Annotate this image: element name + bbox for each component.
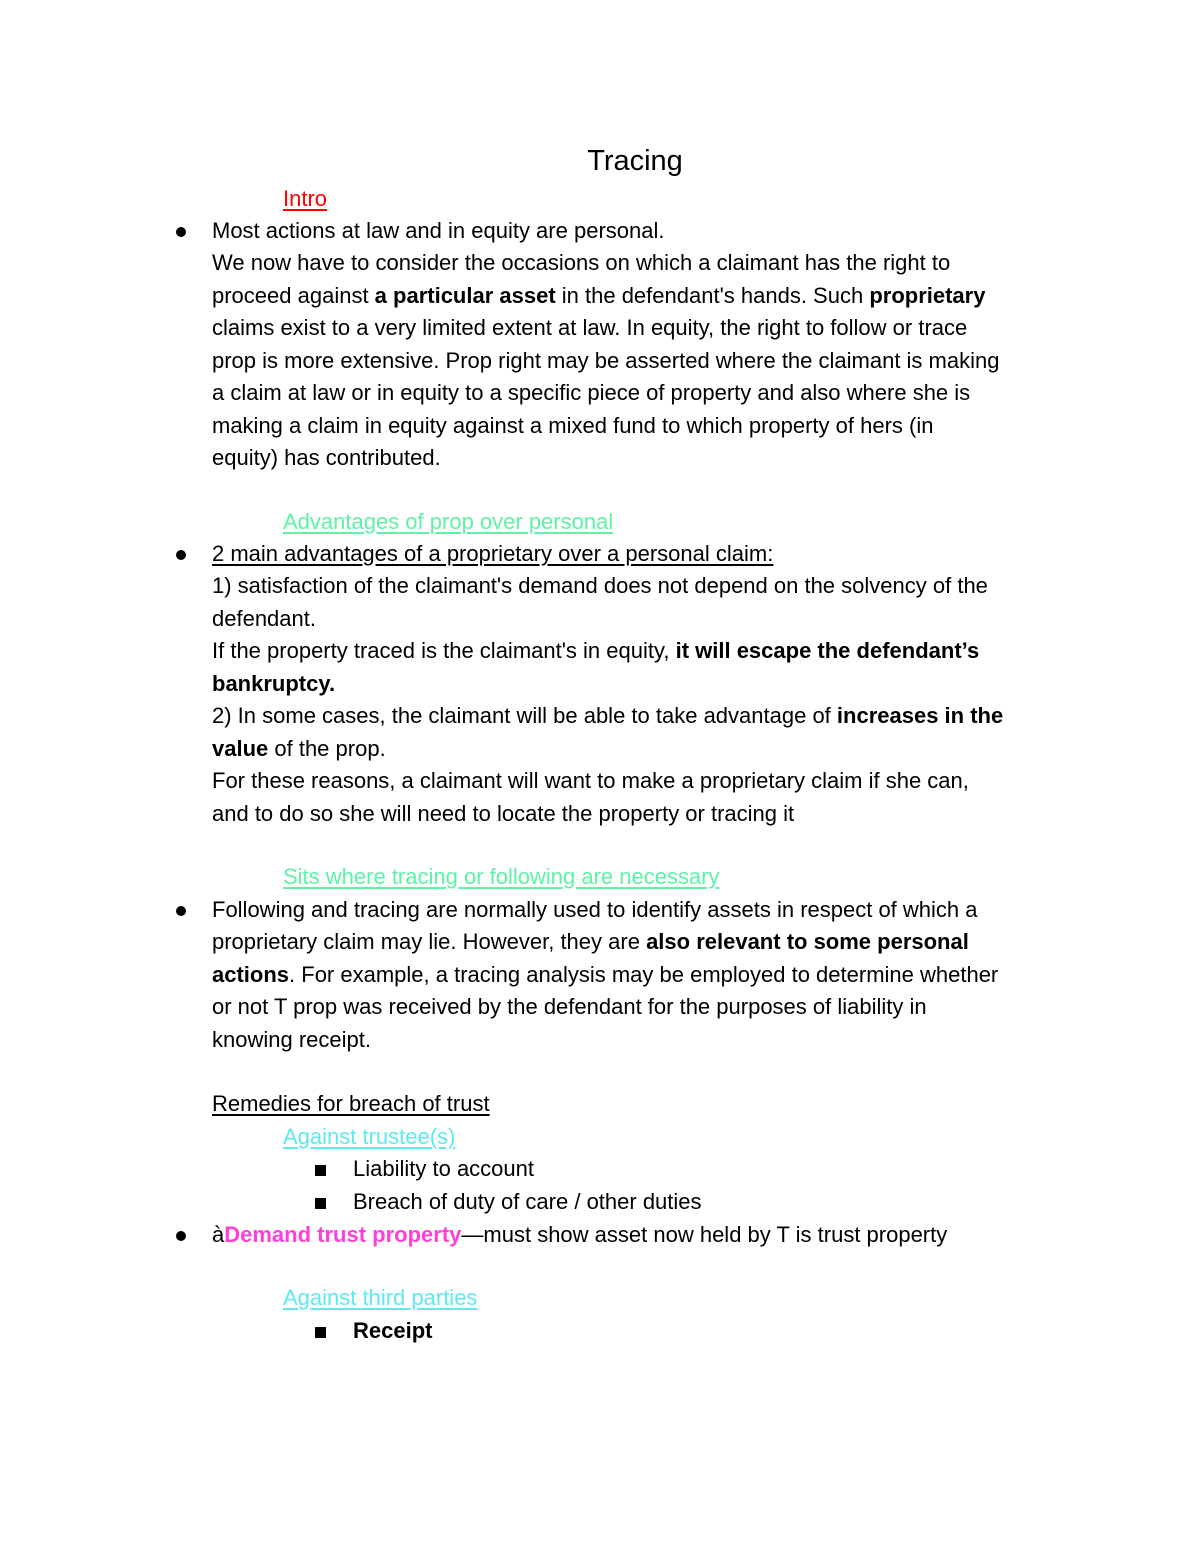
intro-para-line: We now have to consider the occasions on which a claimant has the right to [212, 250, 951, 275]
remedies-heading: Remedies for breach of trust [212, 1091, 490, 1116]
intro-heading: Intro [283, 186, 328, 211]
advantages-heading: Advantages of prop over personal [283, 509, 614, 534]
sits-line: knowing receipt. [212, 1027, 371, 1052]
advantages-line: For these reasons, a claimant will want to make a proprietary claim if she can, [212, 768, 969, 793]
advantages-bullet-text: 2 main advantages of a proprietary over a personal claim: [212, 541, 774, 566]
sits-line: Following and tracing are normally used to identify assets in respect of which a [212, 897, 978, 922]
intro-line: Most actions at law and in equity are personal. [212, 218, 665, 243]
intro-para-line: proceed against a particular asset in the defendant's hands. Such proprietary [212, 283, 986, 308]
square-bullet-icon [315, 1196, 329, 1210]
advantages-line: 1) satisfaction of the claimant's demand does not depend on the solvency of the [212, 573, 988, 598]
square-bullet-icon [315, 1163, 329, 1177]
bullet-icon [176, 225, 190, 239]
advantages-line: value of the prop. [212, 736, 386, 761]
intro-para-line: claims exist to a very limited extent at law. In equity, the right to follow or trace [212, 315, 968, 340]
intro-para-line: a claim at law or in equity to a specific piece of property and also where she is [212, 380, 971, 405]
advantages-line: If the property traced is the claimant's in equity, it will escape the defendant’s [212, 638, 980, 663]
remedy-item: Liability to account [353, 1156, 534, 1181]
page-title: Tracing [587, 145, 683, 177]
against-third-parties-heading: Against third parties [283, 1285, 478, 1310]
sits-line: or not T prop was received by the defendant for the purposes of liability in [212, 994, 927, 1019]
intro-para-line: making a claim in equity against a mixed fund to which property of hers (in [212, 413, 934, 438]
advantages-line: defendant. [212, 606, 316, 631]
advantages-line: 2) In some cases, the claimant will be able to take advantage of increases in the [212, 703, 1004, 728]
bullet-icon [176, 1229, 190, 1243]
bullet-icon [176, 548, 190, 562]
sits-heading: Sits where tracing or following are necessary [283, 864, 720, 889]
against-trustees-heading: Against trustee(s) [283, 1124, 456, 1149]
receipt-item: Receipt [353, 1318, 433, 1343]
square-bullet-icon [315, 1325, 329, 1339]
sits-line: actions. For example, a tracing analysis may be employed to determine whether [212, 962, 999, 987]
demand-trust-property-line: àDemand trust property—must show asset now held by T is trust property [212, 1222, 948, 1247]
sits-line: proprietary claim may lie. However, they are also relevant to some personal [212, 929, 969, 954]
advantages-line: bankruptcy. [212, 671, 336, 696]
intro-para-line: equity) has contributed. [212, 445, 441, 470]
remedy-item: Breach of duty of care / other duties [353, 1189, 702, 1214]
advantages-line: and to do so she will need to locate the property or tracing it [212, 801, 795, 826]
bullet-icon [176, 904, 190, 918]
intro-para-line: prop is more extensive. Prop right may be asserted where the claimant is making [212, 348, 1000, 373]
